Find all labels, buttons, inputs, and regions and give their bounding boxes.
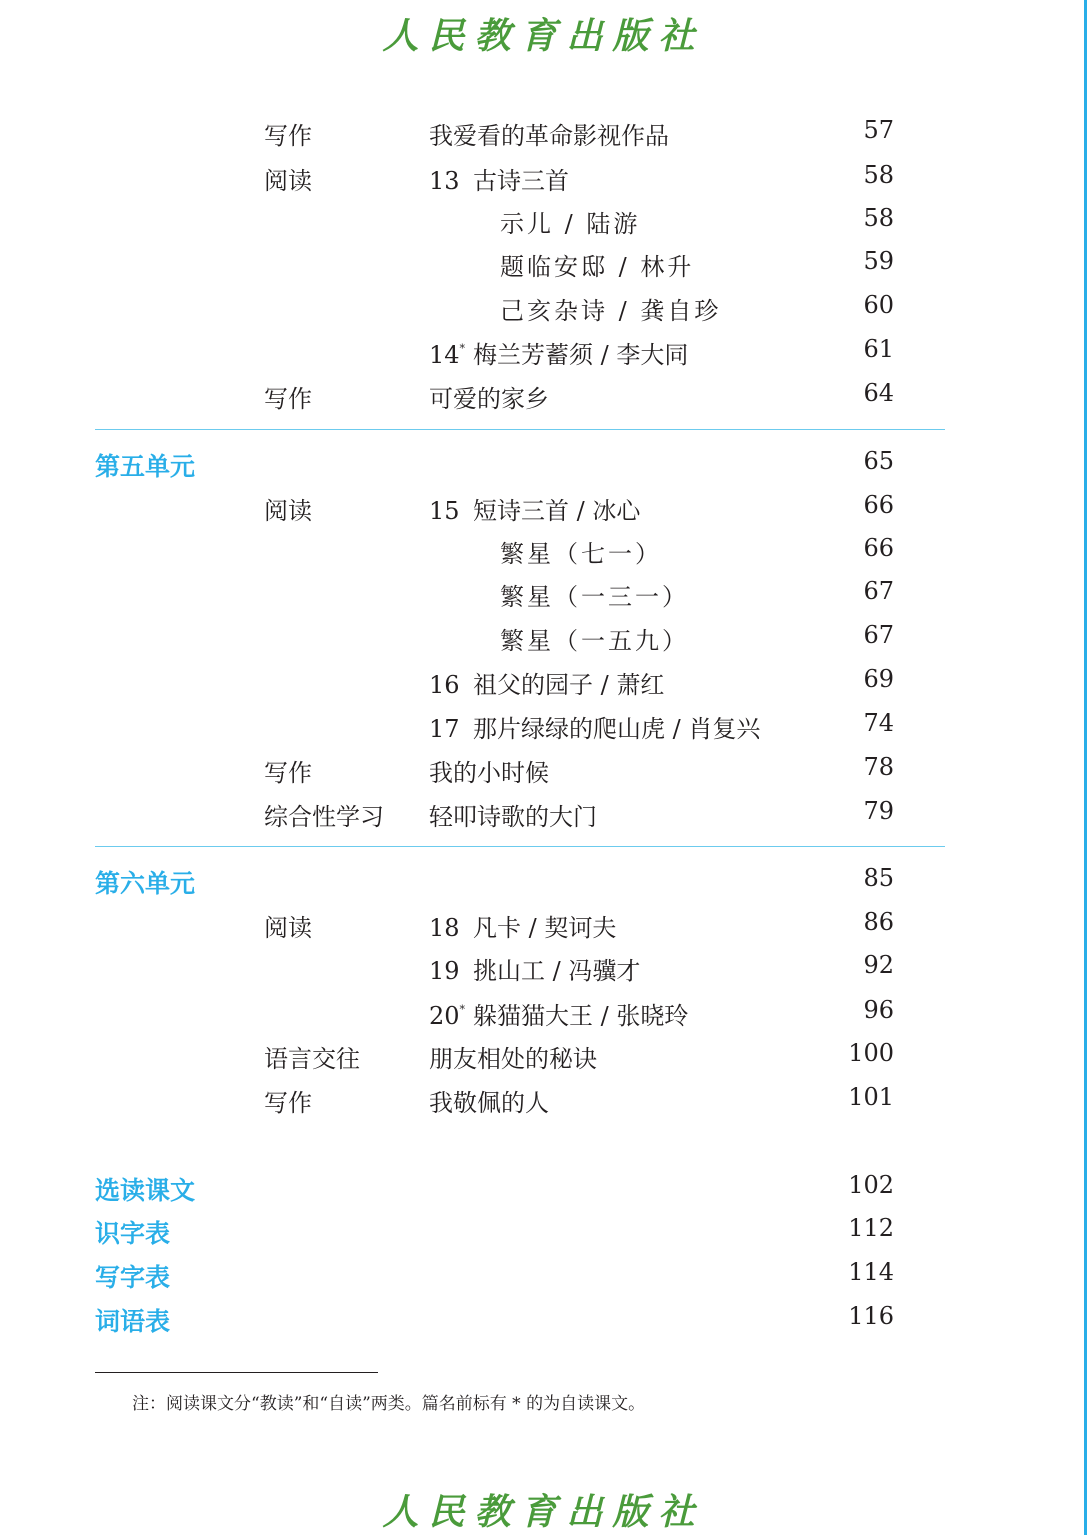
self-study-mark: * bbox=[459, 342, 466, 355]
lesson-number: 19 bbox=[429, 957, 460, 985]
toc-entry bbox=[0, 709, 1087, 753]
entry-title: 19 挑山工 / 冯骥才 bbox=[429, 957, 641, 985]
unit-page: 65 bbox=[863, 447, 894, 475]
lesson-number: 14* bbox=[429, 341, 466, 369]
entry-title: 13 古诗三首 bbox=[429, 167, 569, 195]
entry-category: 写作 bbox=[264, 1089, 312, 1117]
entry-category: 写作 bbox=[264, 385, 312, 413]
entry-category: 阅读 bbox=[264, 914, 312, 942]
unit-page: 114 bbox=[848, 1258, 894, 1286]
entry-category: 写作 bbox=[264, 122, 312, 150]
entry-page: 100 bbox=[848, 1039, 894, 1067]
toc-entry bbox=[0, 204, 1087, 248]
unit-page: 112 bbox=[848, 1214, 894, 1242]
entry-title: 18 凡卡 / 契诃夫 bbox=[429, 914, 617, 942]
entry-title: 我的小时候 bbox=[429, 759, 549, 787]
entry-page: 64 bbox=[863, 379, 894, 407]
entry-page: 96 bbox=[863, 996, 894, 1024]
entry-category: 阅读 bbox=[264, 167, 312, 195]
entry-page: 92 bbox=[863, 951, 894, 979]
unit-title: 写字表 bbox=[95, 1263, 171, 1292]
entry-subtitle: 己亥杂诗 / 龚自珍 bbox=[500, 297, 722, 325]
toc-entry bbox=[0, 379, 1087, 423]
toc-entry bbox=[0, 753, 1087, 797]
lesson-number: 13 bbox=[429, 167, 460, 195]
entry-page: 86 bbox=[863, 908, 894, 936]
entry-page: 61 bbox=[863, 335, 894, 363]
unit-page: 102 bbox=[848, 1171, 894, 1199]
toc-entry bbox=[0, 335, 1087, 379]
entry-title: 15 短诗三首 / 冰心 bbox=[429, 497, 641, 525]
toc-entry bbox=[0, 908, 1087, 952]
toc-entry bbox=[0, 996, 1087, 1040]
entry-title: 我爱看的革命影视作品 bbox=[429, 122, 669, 150]
publisher-watermark-bottom: 人民教育出版社 bbox=[382, 1491, 705, 1533]
toc-entry bbox=[0, 491, 1087, 535]
toc-entry bbox=[0, 665, 1087, 709]
entry-category: 阅读 bbox=[264, 497, 312, 525]
lesson-number: 15 bbox=[429, 497, 460, 525]
entry-page: 66 bbox=[863, 491, 894, 519]
entry-title: 16 祖父的园子 / 萧红 bbox=[429, 671, 665, 699]
appendix-entry bbox=[0, 1214, 1087, 1258]
entry-page: 79 bbox=[863, 797, 894, 825]
entry-page: 66 bbox=[863, 534, 894, 562]
unit-title: 识字表 bbox=[95, 1219, 171, 1248]
unit-page: 85 bbox=[863, 864, 894, 892]
entry-page: 60 bbox=[863, 291, 894, 319]
entry-title: 14* 梅兰芳蓄须 / 李大同 bbox=[429, 341, 689, 369]
entry-page: 58 bbox=[863, 204, 894, 232]
lesson-number: 18 bbox=[429, 914, 460, 942]
lesson-number: 20* bbox=[429, 1002, 466, 1030]
self-study-mark: * bbox=[459, 1003, 466, 1016]
entry-title: 轻叩诗歌的大门 bbox=[429, 803, 597, 831]
entry-page: 78 bbox=[863, 753, 894, 781]
entry-title: 20* 躲猫猫大王 / 张晓玲 bbox=[429, 1002, 689, 1030]
toc-entry bbox=[0, 951, 1087, 995]
entry-category: 写作 bbox=[264, 759, 312, 787]
appendix-entry bbox=[0, 1302, 1087, 1346]
entry-title: 我敬佩的人 bbox=[429, 1089, 549, 1117]
unit-title: 选读课文 bbox=[95, 1176, 196, 1205]
unit-page: 116 bbox=[848, 1302, 894, 1330]
footnote-divider bbox=[95, 1372, 378, 1373]
entry-page: 57 bbox=[863, 116, 894, 144]
entry-category: 综合性学习 bbox=[264, 803, 384, 831]
entry-subtitle: 题临安邸 / 林升 bbox=[500, 253, 695, 281]
toc-entry bbox=[0, 1083, 1087, 1127]
entry-title: 17 那片绿绿的爬山虎 / 肖复兴 bbox=[429, 715, 761, 743]
toc-entry bbox=[0, 247, 1087, 291]
entry-page: 59 bbox=[863, 247, 894, 275]
unit-title: 第六单元 bbox=[95, 869, 196, 898]
entry-title: 朋友相处的秘诀 bbox=[429, 1045, 597, 1073]
toc-entry bbox=[0, 116, 1087, 160]
entry-page: 58 bbox=[863, 161, 894, 189]
entry-category: 语言交往 bbox=[264, 1045, 360, 1073]
entry-subtitle: 繁星（一三一） bbox=[500, 583, 689, 611]
toc-entry bbox=[0, 621, 1087, 665]
unit-divider bbox=[95, 429, 945, 430]
toc-entry bbox=[0, 797, 1087, 841]
unit-five-heading bbox=[0, 447, 1087, 491]
toc-entry bbox=[0, 534, 1087, 578]
lesson-number: 16 bbox=[429, 671, 460, 699]
appendix-entry bbox=[0, 1258, 1087, 1302]
entry-page: 67 bbox=[863, 577, 894, 605]
toc-entry bbox=[0, 577, 1087, 621]
entry-page: 69 bbox=[863, 665, 894, 693]
entry-page: 74 bbox=[863, 709, 894, 737]
unit-divider bbox=[95, 846, 945, 847]
unit-title: 第五单元 bbox=[95, 452, 196, 481]
entry-page: 101 bbox=[848, 1083, 894, 1111]
toc-entry bbox=[0, 161, 1087, 205]
footnote: 注：阅读课文分“教读”和“自读”两类。篇名前标有 * 的为自读课文。 bbox=[132, 1394, 646, 1414]
toc-entry bbox=[0, 291, 1087, 335]
entry-subtitle: 繁星（七一） bbox=[500, 540, 662, 568]
publisher-watermark-top: 人民教育出版社 bbox=[382, 15, 705, 57]
entry-title: 可爱的家乡 bbox=[429, 385, 549, 413]
entry-subtitle: 繁星（一五九） bbox=[500, 627, 689, 655]
entry-page: 67 bbox=[863, 621, 894, 649]
unit-six-heading bbox=[0, 864, 1087, 908]
appendix-entry bbox=[0, 1171, 1087, 1215]
lesson-number: 17 bbox=[429, 715, 460, 743]
entry-subtitle: 示儿 / 陆游 bbox=[500, 210, 641, 238]
unit-title: 词语表 bbox=[95, 1307, 171, 1336]
toc-entry bbox=[0, 1039, 1087, 1083]
